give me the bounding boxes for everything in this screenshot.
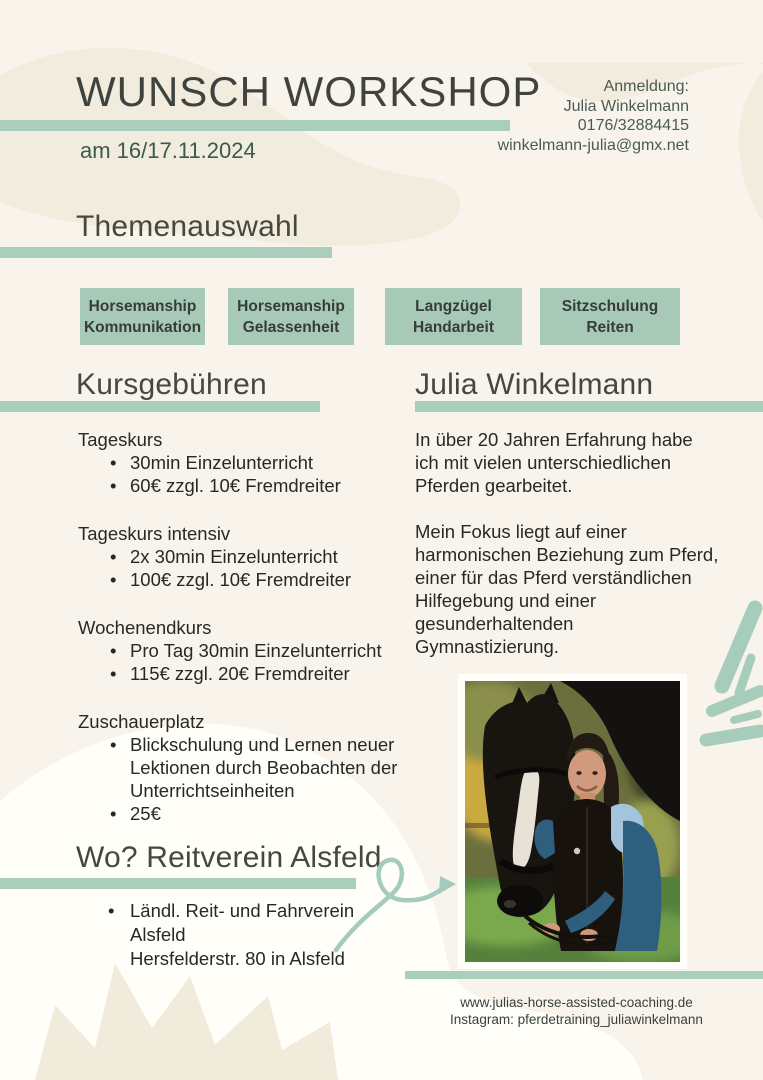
curvy-arrow-right-icon <box>328 842 463 954</box>
theme-box-line: Gelassenheit <box>242 318 340 336</box>
fee-group-wochenendkurs <box>78 616 412 685</box>
location-block <box>78 899 354 971</box>
fee-item-text: Blickschulung und Lernen neuer Lektionen durch Beobachten der Unterrichtseinheiten <box>130 734 398 801</box>
theme-box-line: Horsemanship <box>88 297 197 315</box>
contact-email: winkelmann-julia@gmx.net <box>497 136 689 154</box>
section-heading-location: Wo? Reitverein Alsfeld <box>76 841 382 874</box>
fee-item <box>78 639 412 662</box>
location-item <box>78 899 354 971</box>
fee-item <box>78 568 412 591</box>
instagram-handle: Instagram: pferdetraining_juliawinkelmann <box>450 1012 703 1027</box>
about-underline <box>415 401 763 412</box>
theme-box-line: Horsemanship <box>237 297 345 315</box>
section-heading-about: Julia Winkelmann <box>415 368 654 401</box>
fee-group-title: Tageskurs intensiv <box>78 523 231 544</box>
fee-item <box>78 802 412 825</box>
fee-item-text: Pro Tag 30min Einzelunterricht <box>130 640 382 661</box>
location-line: • Ländl. Reit- und Fahrverein <box>130 900 355 921</box>
photo-underline <box>405 971 763 979</box>
fee-item <box>78 451 412 474</box>
theme-box-line: Handarbeit <box>413 318 494 336</box>
fees-list <box>78 428 412 825</box>
theme-box-sitzschulung <box>540 288 680 345</box>
theme-box-line: Kommunikation <box>83 318 202 336</box>
theme-box-line: Reiten <box>586 318 634 336</box>
fee-item <box>78 662 412 685</box>
section-heading-fees: Kursgebühren <box>76 368 267 401</box>
themes-underline <box>0 247 332 258</box>
event-date: am 16/17.11.2024 <box>80 138 256 163</box>
contact-block <box>498 77 689 155</box>
theme-box-kommunikation <box>80 288 205 345</box>
section-heading-themes: Themenauswahl <box>76 210 299 243</box>
fee-group-title: Tageskurs <box>78 429 163 450</box>
about-paragraph: Mein Fokus liegt auf einer harmonischen Beziehung zum Pferd, einer für das Pferd verständlichen Hilfegebung und einer gesunderhaltenden Gymnastizierung. <box>415 521 719 657</box>
theme-box-handarbeit <box>385 288 522 345</box>
beige-sliver-right-edge <box>739 72 763 222</box>
website-link: www.julias-horse-assisted-coaching.de <box>460 995 693 1010</box>
contact-label: Anmeldung: <box>603 78 689 95</box>
theme-box-line: Sitzschulung <box>561 297 659 315</box>
fee-item-text: 25€ <box>130 803 161 824</box>
location-underline <box>0 878 356 889</box>
fee-item-text: 100€ zzgl. 10€ Fremdreiter <box>130 569 352 590</box>
footer-links <box>390 994 763 1028</box>
location-line: Alsfeld <box>130 924 186 945</box>
fee-item <box>78 733 412 802</box>
fee-item-text: 30min Einzelunterricht <box>130 452 314 473</box>
fee-group-zuschauerplatz <box>78 710 412 825</box>
fee-item <box>78 545 412 568</box>
green-brush-sparkle-icon <box>694 598 763 753</box>
location-line: Hersfelderstr. 80 in Alsfeld <box>130 948 345 969</box>
about-paragraph: In über 20 Jahren Erfahrung habe ich mit vielen unterschiedlichen Pferden gearbeitet. <box>415 429 693 496</box>
fee-group-tageskurs <box>78 428 412 497</box>
julia-with-black-horse-photo <box>465 681 680 962</box>
fee-item-text: 115€ zzgl. 20€ Fremdreiter <box>130 663 350 684</box>
about-text <box>415 428 719 658</box>
photo-frame <box>458 674 687 969</box>
contact-phone: 0176/32884415 <box>577 117 689 134</box>
fees-underline <box>0 401 320 412</box>
fee-item-text: 2x 30min Einzelunterricht <box>130 546 338 567</box>
theme-box-gelassenheit <box>228 288 354 345</box>
theme-box-line: Langzügel <box>415 297 492 315</box>
contact-name: Julia Winkelmann <box>563 97 689 115</box>
fee-group-title: Zuschauerplatz <box>78 711 205 732</box>
page-title: WUNSCH WORKSHOP <box>76 68 542 115</box>
fee-item-text: 60€ zzgl. 10€ Fremdreiter <box>130 475 341 496</box>
fee-group-tageskurs-intensiv <box>78 522 412 591</box>
fee-item <box>78 474 412 497</box>
title-underline <box>0 120 510 131</box>
fee-group-title: Wochenendkurs <box>78 617 212 638</box>
